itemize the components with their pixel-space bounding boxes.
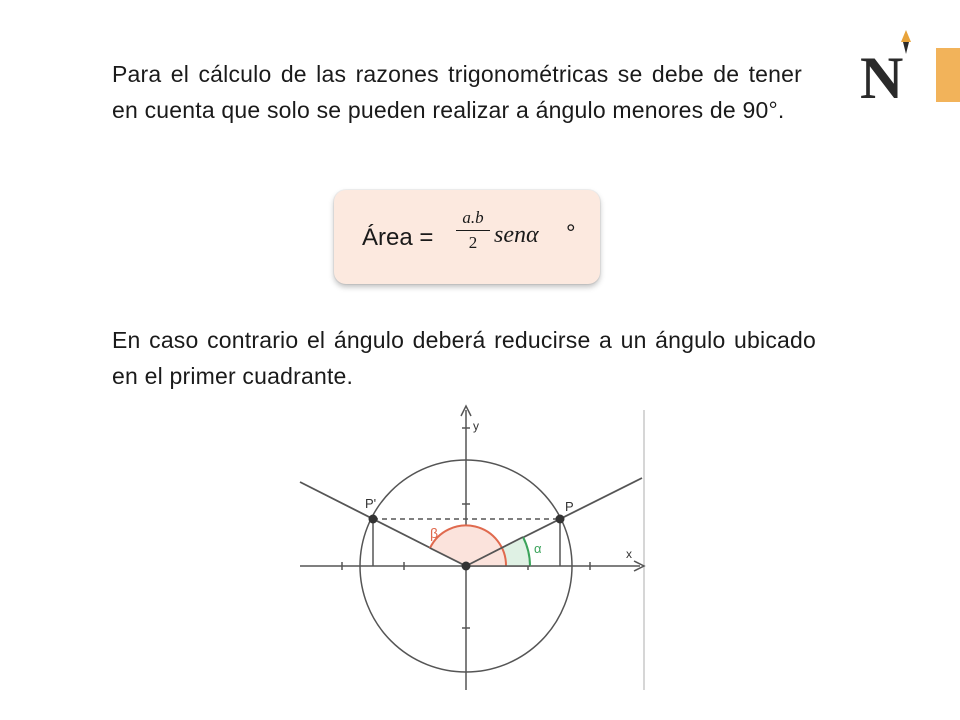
intro-paragraph: Para el cálculo de las razones trigonométricas se debe de tener en cuenta que solo se pueden realizar a ángulo menores de 90°. [112,61,802,123]
p-prime-label: P' [365,496,377,511]
origin-point [462,562,471,571]
y-axis-label: y [473,419,479,433]
second-paragraph: En caso contrario el ángulo deberá reducirse a un ángulo ubicado en el primer cuadrante. [112,327,816,389]
x-axis-label: x [626,547,632,561]
alpha-label: α [534,541,542,556]
p-label: P [565,499,574,514]
point-p [556,515,565,524]
svg-text:N: N [860,45,904,104]
point-p-prime [369,515,378,524]
formula-numerator: a.b [462,208,484,227]
formula-degree: ° [566,220,576,247]
formula-label: Área = [362,224,434,251]
formula-denominator: 2 [468,233,478,253]
beta-label: β [430,525,439,541]
formula-sine: senα [494,222,539,248]
